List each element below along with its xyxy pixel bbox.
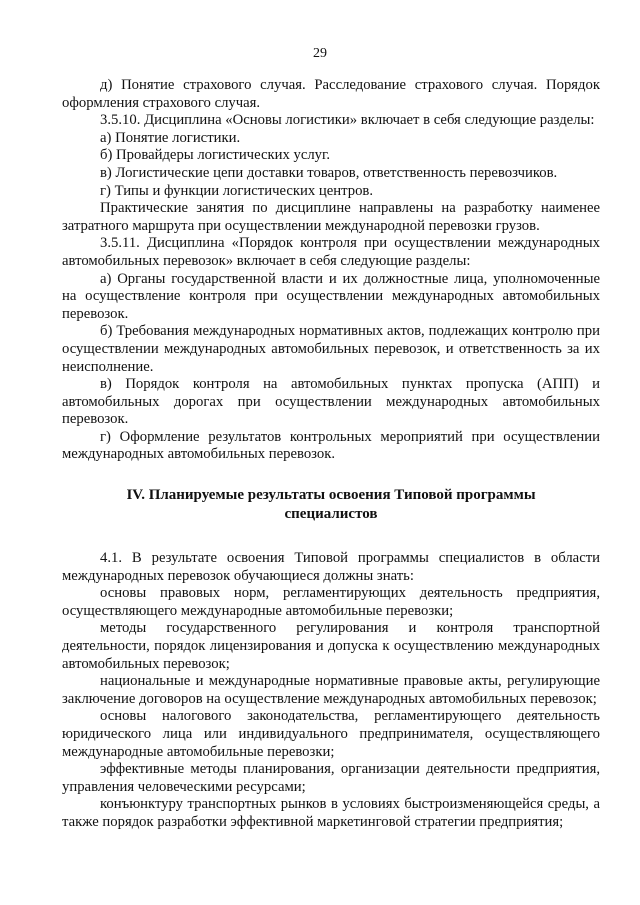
paragraph: Практические занятия по дисциплине направлены на разработку наименее затратного маршрута при осуществлении международной перевозки грузов.	[62, 200, 600, 234]
list-item: а) Органы государственной власти и их должностные лица, уполномоченные на осуществление контроля при осуществлении международных автомобильных перевозок.	[62, 270, 600, 322]
paragraph: 4.1. В результате освоения Типовой программы специалистов в области международных перевозок обучающиеся должны знать:	[62, 550, 600, 584]
list-item: в) Порядок контроля на автомобильных пунктах пропуска (АПП) и автомобильных дорогах при осуществлении международных автомобильных перевозок.	[62, 376, 600, 428]
list-item: эффективные методы планирования, организации деятельности предприятия, управления человеческими ресурсами;	[62, 761, 600, 795]
list-item: а) Понятие логистики.	[100, 129, 241, 146]
list-item: б) Провайдеры логистических услуг.	[100, 147, 331, 164]
list-item: основы правовых норм, регламентирующих деятельность предприятия, осуществляющего международные автомобильные перевозки;	[62, 585, 600, 619]
list-item: г) Типы и функции логистических центров.	[100, 182, 374, 199]
paragraph: 3.5.10. Дисциплина «Основы логистики» включает в себя следующие разделы:	[100, 112, 595, 129]
document-body	[62, 77, 600, 832]
list-item: национальные и международные нормативные правовые акты, регулирующие заключение договоров на осуществление международных автомобильных перевозок;	[62, 673, 600, 707]
list-item: основы налогового законодательства, регламентирующего деятельность юридического лица или индивидуального предпринимателя, осуществляющего международные автомобильные перевозки;	[62, 708, 600, 760]
section-heading: IV. Планируемые результаты освоения Типовой программы специалистов	[126, 487, 536, 523]
list-item: в) Логистические цепи доставки товаров, ответственность перевозчиков.	[100, 164, 558, 181]
paragraph: 3.5.11. Дисциплина «Порядок контроля при осуществлении международных автомобильных перевозок» включает в себя следующие разделы:	[62, 235, 600, 269]
page-number: 29	[313, 46, 327, 61]
paragraph: д) Понятие страхового случая. Расследование страхового случая. Порядок оформления страхового случая.	[62, 77, 600, 111]
list-item: г) Оформление результатов контрольных мероприятий при осуществлении международных автомобильных перевозок.	[62, 428, 600, 463]
list-item: конъюнктуру транспортных рынков в условиях быстроизменяющейся среды, а также порядок разработки эффективной маркетинговой стратегии предприятия;	[62, 796, 600, 830]
list-item: методы государственного регулирования и контроля транспортной деятельности, порядок лицензирования и допуска к осуществлению международных автомобильных перевозок;	[62, 620, 600, 672]
list-item: б) Требования международных нормативных актов, подлежащих контролю при осуществлении международных автомобильных перевозок, и ответственность за их неисполнение.	[62, 323, 600, 375]
